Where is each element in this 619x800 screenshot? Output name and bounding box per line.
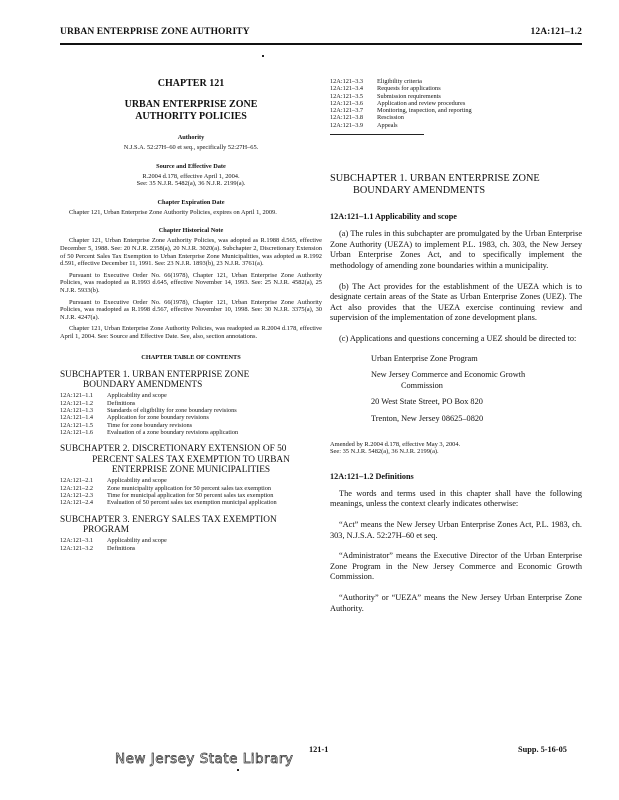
toc-entry[interactable] <box>60 537 322 544</box>
address-line: Trenton, New Jersey 08625–0820 <box>371 413 484 423</box>
toc-entry-text: Zone municipality application for 50 percent sales tax exemption <box>107 484 272 492</box>
toc-entry-number: 12A:121–1.2 <box>60 399 94 407</box>
toc-entry[interactable] <box>60 422 322 429</box>
toc-entry[interactable] <box>60 499 322 506</box>
expiration-text: Chapter 121, Urban Enterprise Zone Authority Policies, expires on April 1, 2009. <box>69 208 277 216</box>
toc-entry-number: 12A:121–1.1 <box>60 392 94 400</box>
chapter-title-line-1: URBAN ENTERPRISE ZONE <box>124 99 258 110</box>
scan-speck <box>262 55 264 57</box>
header-section-number: 12A:121–1.2 <box>530 27 582 37</box>
toc-entry-number: 12A:121–2.4 <box>60 499 94 507</box>
history-paragraph: Chapter 121, Urban Enterprise Zone Authority Policies, was adopted as R.1988 d.565, effective December 5, 1988. See: 20 N.J.R. 2358(a), 20 N.J.R. 3020(a). Subchapter 2, Discretionary Extension of 50 Percent Sales Tax Exemption to Urban Enterprise Zone Municipalities, was adopted as R.1992 d.591, effective December 11, 1991. See: 23 N.J.R. 1893(b), 23 N.J.R. 3761(a). <box>60 237 322 268</box>
section-1-1-paragraph-b: (b) The Act provides for the establishment of the UEZA which is to designate certain areas of the State as Urban Enterprise Zones (UEZ). The Act also provides that the UEZA exercise continuing review and supervision of the implementation of zone development plans. <box>330 281 582 323</box>
subchapter-1-title <box>330 173 582 196</box>
toc-entry-text: Evaluation of 50 percent sales tax exemption municipal application <box>107 499 277 507</box>
toc-entry[interactable] <box>60 414 322 421</box>
toc-entry-number: 12A:121–2.3 <box>60 491 94 499</box>
authority-text: N.J.S.A. 52:27H–60 et seq., specifically 52:27H–65. <box>123 144 259 151</box>
amendment-note-line-2: See: 35 N.J.R. 5482(a), 36 N.J.R. 2199(a). <box>330 448 439 456</box>
toc-entry[interactable] <box>330 107 582 114</box>
toc-entry[interactable] <box>60 477 322 484</box>
toc-sub3-line-1: SUBCHAPTER 3. ENERGY SALES TAX EXEMPTION <box>60 514 277 525</box>
toc-entry[interactable] <box>60 545 322 552</box>
address-line: Commission <box>401 380 443 390</box>
toc-sub2-line-2: PERCENT SALES TAX EXEMPTION TO URBAN <box>92 454 290 465</box>
subchapter-1-title-line-2: BOUNDARY AMENDMENTS <box>353 184 486 196</box>
toc-subchapter-3-list-part-2 <box>330 78 582 129</box>
toc-sub1-line-2: BOUNDARY AMENDMENTS <box>83 379 203 390</box>
toc-entry-text: Appeals <box>377 121 398 129</box>
toc-entry-text: Monitoring, inspection, and reporting <box>377 107 472 115</box>
toc-entry[interactable] <box>60 429 322 436</box>
header-title: URBAN ENTERPRISE ZONE AUTHORITY <box>60 27 250 37</box>
toc-entry-text: Applicability and scope <box>107 392 167 400</box>
chapter-number: CHAPTER 121 <box>157 78 225 89</box>
toc-sub3-line-2: PROGRAM <box>83 524 129 535</box>
toc-entry-number: 12A:121–2.1 <box>60 477 94 485</box>
library-watermark: New Jersey State Library <box>115 751 294 767</box>
chapter-title-line-2: AUTHORITY POLICIES <box>135 111 247 122</box>
history-heading: Chapter Historical Note <box>158 227 224 235</box>
authority-heading: Authority <box>177 134 205 141</box>
toc-entry[interactable] <box>60 407 322 414</box>
address-line: New Jersey Commerce and Economic Growth <box>371 370 526 380</box>
toc-entry[interactable] <box>60 400 322 407</box>
source-line-1: R.2004 d.178, effective April 1, 2004. <box>142 172 240 180</box>
history-paragraph: Pursuant to Executive Order No. 66(1978), Chapter 121, Urban Enterprise Zone Authority Policies, was readopted as R.1998 d.567, effective November 10, 1998. See: 30 N.J.R. 3375(a), 30 N.J.R. 4247(a). <box>60 298 322 321</box>
toc-entry-number: 12A:121–1.5 <box>60 421 94 429</box>
history-paragraph: Pursuant to Executive Order No. 66(1978), Chapter 121, Urban Enterprise Zone Authority Policies, was readopted as R.1993 d.645, effective November 14, 1993. See: 25 N.J.R. 4582(a), 25 N.J.R. 5933(b). <box>60 271 322 294</box>
toc-entry-text: Rescission <box>377 114 404 122</box>
toc-entry[interactable] <box>330 100 582 107</box>
toc-entry[interactable] <box>330 85 582 92</box>
section-1-1-paragraph-c: (c) Applications and questions concerning a UEZ should be directed to: <box>339 334 577 344</box>
toc-entry-text: Definitions <box>107 399 136 407</box>
toc-entry[interactable] <box>60 392 322 399</box>
toc-entry-number: 12A:121–3.2 <box>60 544 94 552</box>
toc-entry-text: Standards of eligibility for zone boundary revisions <box>107 406 237 414</box>
section-1-1-title: 12A:121–1.1 Applicability and scope <box>330 212 457 222</box>
section-1-1-paragraph-a: (a) The rules in this subchapter are promulgated by the Urban Enterprise Zone Authority (UEZA) to implement P.L. 1983, ch. 303, the New Jersey Urban Enterprise Zones Act, and to specifically implement the methodology of amending zone boundaries within a municipality. <box>330 229 582 271</box>
toc-entry[interactable] <box>330 122 582 129</box>
toc-subchapter-2-title <box>60 444 322 475</box>
toc-entry-number: 12A:121–1.3 <box>60 406 94 414</box>
source-heading: Source and Effective Date <box>156 162 226 170</box>
toc-entry[interactable] <box>60 492 322 499</box>
contact-address <box>371 354 582 425</box>
toc-end-rule <box>330 134 424 135</box>
definition-administrator: “Administrator” means the Executive Director of the Urban Enterprise Zone Program in the New Jersey Commerce and Economic Growth Commission. <box>330 551 582 582</box>
address-line: Urban Enterprise Zone Program <box>371 353 478 363</box>
toc-subchapter-3-title <box>60 515 322 536</box>
toc-entry-number: 12A:121–3.7 <box>330 107 364 115</box>
expiration-heading: Chapter Expiration Date <box>157 198 225 206</box>
history-paragraph: Chapter 121, Urban Enterprise Zone Authority Policies, was readopted as R.2004 d.178, effective April 1, 2004. See: Source and Effective Date. See, also, section annotations. <box>60 325 322 340</box>
toc-subchapter-1-title <box>60 370 322 391</box>
toc-subchapter-1-list <box>60 392 322 436</box>
toc-entry-text: Requests for applications <box>377 85 441 93</box>
toc-heading: CHAPTER TABLE OF CONTENTS <box>141 353 241 361</box>
toc-entry-number: 12A:121–2.2 <box>60 484 94 492</box>
toc-sub1-line-1: SUBCHAPTER 1. URBAN ENTERPRISE ZONE <box>60 369 250 380</box>
header-rule <box>60 43 582 45</box>
toc-entry-number: 12A:121–3.4 <box>330 85 364 93</box>
right-column <box>330 78 582 614</box>
toc-entry[interactable] <box>330 114 582 121</box>
definitions-intro: The words and terms used in this chapter shall have the following meanings, unless the context clearly indicates otherwise: <box>330 488 582 509</box>
page-number: 121-1 <box>309 745 329 754</box>
definition-act: “Act” means the New Jersey Urban Enterprise Zones Act, P.L. 1983, ch. 303, N.J.S.A. 52:27H–60 et seq. <box>330 519 582 540</box>
chapter-title <box>60 99 322 123</box>
toc-entry-text: Evaluation of a zone boundary revisions application <box>107 428 239 436</box>
source-line-2: See: 35 N.J.R. 5482(a), 36 N.J.R. 2199(a). <box>136 180 246 188</box>
amendment-note-line-1: Amended by R.2004 d.178, effective May 3, 2004. <box>330 440 461 448</box>
toc-entry[interactable] <box>60 485 322 492</box>
toc-entry-number: 12A:121–1.6 <box>60 428 94 436</box>
toc-sub2-line-1: SUBCHAPTER 2. DISCRETIONARY EXTENSION OF 50 <box>60 444 287 455</box>
toc-entry-text: Application and review procedures <box>377 99 466 107</box>
section-1-2-title: 12A:121–1.2 Definitions <box>330 471 414 481</box>
subchapter-1-title-line-1: SUBCHAPTER 1. URBAN ENTERPRISE ZONE <box>330 173 540 185</box>
toc-entry[interactable] <box>330 93 582 100</box>
toc-entry-number: 12A:121–3.1 <box>60 537 94 545</box>
left-column <box>60 78 322 552</box>
toc-entry-number: 12A:121–3.5 <box>330 92 364 100</box>
toc-entry-text: Eligibility criteria <box>377 78 422 85</box>
supplement-date: Supp. 5-16-05 <box>518 745 567 754</box>
toc-sub2-line-3: ENTERPRISE ZONE MUNICIPALITIES <box>111 464 271 475</box>
scan-speck <box>237 769 239 771</box>
toc-entry-text: Definitions <box>107 544 136 552</box>
toc-entry-text: Submission requirements <box>377 92 441 100</box>
toc-entry-text: Applicability and scope <box>107 477 167 485</box>
toc-entry-number: 12A:121–1.4 <box>60 414 94 422</box>
toc-entry-number: 12A:121–3.9 <box>330 121 364 129</box>
toc-entry-number: 12A:121–3.6 <box>330 99 364 107</box>
toc-entry[interactable] <box>330 78 582 85</box>
toc-subchapter-2-list <box>60 477 322 506</box>
toc-subchapter-3-list-part-1 <box>60 537 322 552</box>
toc-entry-text: Applicability and scope <box>107 537 167 545</box>
toc-entry-number: 12A:121–3.3 <box>330 78 364 85</box>
toc-entry-text: Time for municipal application for 50 percent sales tax exemption <box>107 491 274 499</box>
toc-entry-number: 12A:121–3.8 <box>330 114 364 122</box>
toc-entry-text: Application for zone boundary revisions <box>107 414 209 422</box>
toc-entry-text: Time for zone boundary revisions <box>107 421 193 429</box>
definition-authority: “Authority” or “UEZA” means the New Jersey Urban Enterprise Zone Authority. <box>330 592 582 613</box>
address-line: 20 West State Street, PO Box 820 <box>371 397 483 407</box>
